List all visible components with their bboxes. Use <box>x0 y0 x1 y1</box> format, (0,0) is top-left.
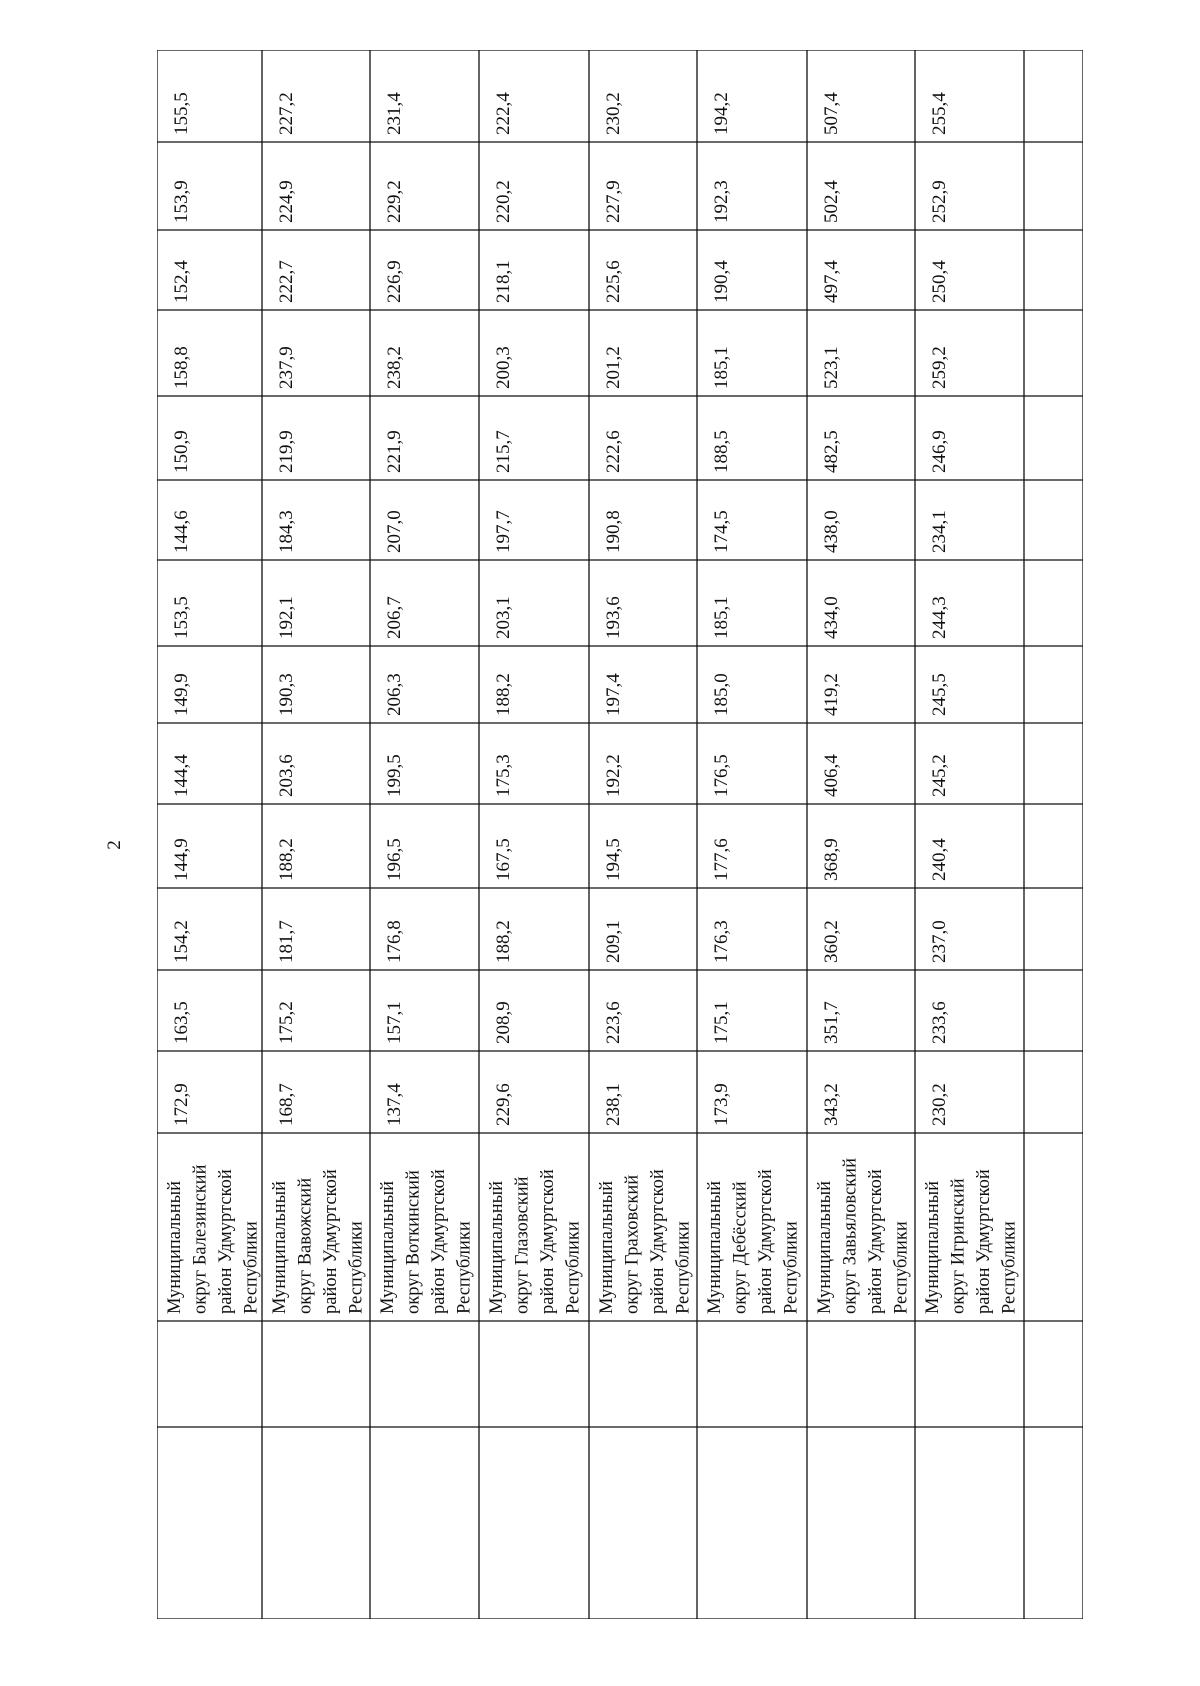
value-cell: 168,7 <box>276 1083 297 1126</box>
value-cell: 419,2 <box>821 673 842 716</box>
value-cell: 438,0 <box>821 510 842 553</box>
value-cell: 222,7 <box>276 260 297 303</box>
value-cell: 194,2 <box>711 92 732 135</box>
value-cell: 351,7 <box>821 1001 842 1044</box>
value-cell: 176,8 <box>384 920 405 963</box>
value-cell: 237,9 <box>276 346 297 389</box>
value-cell: 259,2 <box>929 346 950 389</box>
value-cell: 190,3 <box>276 673 297 716</box>
value-cell: 406,4 <box>821 754 842 797</box>
value-cell: 507,4 <box>821 92 842 135</box>
value-cell: 368,9 <box>821 838 842 881</box>
value-cell: 144,6 <box>171 510 192 553</box>
value-cell: 154,2 <box>171 920 192 963</box>
value-cell: 185,0 <box>711 673 732 716</box>
value-cell: 238,1 <box>603 1083 624 1126</box>
value-cell: 197,7 <box>493 510 514 553</box>
value-cell: 185,1 <box>711 346 732 389</box>
value-cell: 523,1 <box>821 346 842 389</box>
value-cell: 360,2 <box>821 920 842 963</box>
value-cell: 203,1 <box>493 596 514 639</box>
value-cell: 224,9 <box>276 180 297 223</box>
value-cell: 158,8 <box>171 346 192 389</box>
municipality-name-line: Муниципальный <box>923 1180 943 1314</box>
value-cell: 163,5 <box>171 1001 192 1044</box>
municipality-name-line: Республики <box>673 1221 694 1314</box>
value-cell: 219,9 <box>276 430 297 473</box>
municipality-name-line: Республики <box>454 1221 475 1314</box>
value-cell: 137,4 <box>384 1083 405 1126</box>
value-cell: 223,6 <box>603 1001 624 1044</box>
municipality-name-line: округ Балезинский <box>190 1164 211 1314</box>
value-cell: 502,4 <box>821 180 842 223</box>
municipality-name-line: округ Игринский <box>948 1178 969 1314</box>
value-cell: 150,9 <box>171 430 192 473</box>
value-cell: 184,3 <box>276 510 297 553</box>
value-cell: 144,9 <box>171 838 192 881</box>
value-cell: 207,0 <box>384 510 405 553</box>
value-cell: 173,9 <box>711 1083 732 1126</box>
municipality-name-line: Муниципальный <box>165 1180 185 1314</box>
value-cell: 196,5 <box>384 838 405 881</box>
value-cell: 244,3 <box>929 596 950 639</box>
value-cell: 229,6 <box>493 1083 514 1126</box>
municipality-name-line: округ Воткинский <box>403 1170 424 1314</box>
value-cell: 482,5 <box>821 430 842 473</box>
value-cell: 220,2 <box>493 180 514 223</box>
value-cell: 144,4 <box>171 754 192 797</box>
value-cell: 434,0 <box>821 596 842 639</box>
municipality-name-line: район Удмуртской <box>216 1169 236 1314</box>
value-cell: 192,2 <box>603 754 624 797</box>
value-cell: 203,6 <box>276 754 297 797</box>
value-cell: 200,3 <box>493 346 514 389</box>
value-cell: 174,5 <box>711 510 732 553</box>
value-cell: 233,6 <box>929 1001 950 1044</box>
value-cell: 240,4 <box>929 838 950 881</box>
municipality-name-line: Муниципальный <box>270 1180 290 1314</box>
value-cell: 199,5 <box>384 754 405 797</box>
value-cell: 230,2 <box>603 92 624 135</box>
value-cell: 238,2 <box>384 346 405 389</box>
municipality-name-line: район Удмуртской <box>756 1169 776 1314</box>
value-cell: 176,3 <box>711 920 732 963</box>
value-cell: 206,7 <box>384 596 405 639</box>
municipality-name-line: Республики <box>563 1221 584 1314</box>
municipality-name-line: Республики <box>346 1221 367 1314</box>
value-cell: 175,3 <box>493 754 514 797</box>
municipality-name-line: Муниципальный <box>597 1180 617 1314</box>
municipality-name-line: район Удмуртской <box>538 1169 558 1314</box>
page-number <box>103 833 127 857</box>
municipality-name-line: Муниципальный <box>378 1180 398 1314</box>
table-cells <box>165 92 1020 1314</box>
value-cell: 252,9 <box>929 180 950 223</box>
municipality-name-line: Республики <box>241 1221 262 1314</box>
value-cell: 188,2 <box>493 920 514 963</box>
page-number-text: 2 <box>104 840 125 850</box>
value-cell: 197,4 <box>603 673 624 716</box>
municipality-name-line: округ Дебёсский <box>730 1181 751 1314</box>
value-cell: 201,2 <box>603 346 624 389</box>
data-table-svg <box>157 50 1083 1619</box>
value-cell: 181,7 <box>276 920 297 963</box>
value-cell: 176,5 <box>711 754 732 797</box>
value-cell: 227,9 <box>603 180 624 223</box>
value-cell: 229,2 <box>384 180 405 223</box>
value-cell: 192,1 <box>276 596 297 639</box>
value-cell: 250,4 <box>929 260 950 303</box>
value-cell: 194,5 <box>603 838 624 881</box>
value-cell: 222,4 <box>493 92 514 135</box>
value-cell: 221,9 <box>384 430 405 473</box>
value-cell: 192,3 <box>711 180 732 223</box>
municipality-name-line: Муниципальный <box>815 1180 835 1314</box>
municipality-name-line: округ Завьяловский <box>840 1158 861 1314</box>
value-cell: 218,1 <box>493 260 514 303</box>
value-cell: 153,9 <box>171 180 192 223</box>
municipality-name-line: район Удмуртской <box>429 1169 449 1314</box>
value-cell: 190,8 <box>603 510 624 553</box>
value-cell: 227,2 <box>276 92 297 135</box>
value-cell: 155,5 <box>171 92 192 135</box>
value-cell: 245,2 <box>929 754 950 797</box>
value-cell: 188,2 <box>493 673 514 716</box>
value-cell: 152,4 <box>171 260 192 303</box>
municipality-name-line: Республики <box>891 1221 912 1314</box>
municipality-name-line: округ Граховский <box>622 1174 643 1314</box>
value-cell: 188,5 <box>711 430 732 473</box>
value-cell: 234,1 <box>929 510 950 553</box>
municipality-name-line: Республики <box>781 1221 802 1314</box>
value-cell: 255,4 <box>929 92 950 135</box>
value-cell: 237,0 <box>929 920 950 963</box>
value-cell: 185,1 <box>711 596 732 639</box>
value-cell: 206,3 <box>384 673 405 716</box>
value-cell: 226,9 <box>384 260 405 303</box>
value-cell: 175,2 <box>276 1001 297 1044</box>
municipality-name-line: Муниципальный <box>705 1180 725 1314</box>
value-cell: 208,9 <box>493 1001 514 1044</box>
value-cell: 193,6 <box>603 596 624 639</box>
municipality-name-line: Муниципальный <box>487 1180 507 1314</box>
municipality-name-line: округ Глазовский <box>512 1176 533 1314</box>
value-cell: 245,5 <box>929 673 950 716</box>
value-cell: 149,9 <box>171 673 192 716</box>
value-cell: 177,6 <box>711 838 732 881</box>
municipality-name-line: район Удмуртской <box>648 1169 668 1314</box>
value-cell: 172,9 <box>171 1083 192 1126</box>
municipality-name-line: район Удмуртской <box>321 1169 341 1314</box>
municipality-name-line: район Удмуртской <box>974 1169 994 1314</box>
value-cell: 188,2 <box>276 838 297 881</box>
value-cell: 225,6 <box>603 260 624 303</box>
value-cell: 343,2 <box>821 1083 842 1126</box>
value-cell: 175,1 <box>711 1001 732 1044</box>
municipality-name-line: Республики <box>999 1221 1020 1314</box>
value-cell: 246,9 <box>929 430 950 473</box>
value-cell: 215,7 <box>493 430 514 473</box>
data-table <box>157 50 1083 1619</box>
value-cell: 153,5 <box>171 596 192 639</box>
value-cell: 157,1 <box>384 1001 405 1044</box>
value-cell: 167,5 <box>493 838 514 881</box>
value-cell: 209,1 <box>603 920 624 963</box>
municipality-name-line: район Удмуртской <box>866 1169 886 1314</box>
value-cell: 190,4 <box>711 260 732 303</box>
municipality-name-line: округ Вавожский <box>295 1177 316 1314</box>
value-cell: 231,4 <box>384 92 405 135</box>
value-cell: 497,4 <box>821 260 842 303</box>
value-cell: 222,6 <box>603 430 624 473</box>
value-cell: 230,2 <box>929 1083 950 1126</box>
